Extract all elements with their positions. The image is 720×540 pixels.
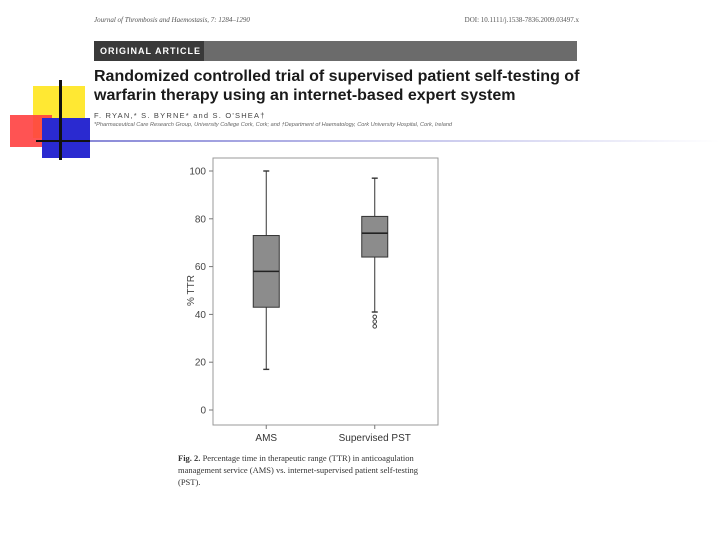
y-tick-label: 20 [194,357,206,369]
journal-citation: Journal of Thrombosis and Haemostasis, 7: 1284–1290 [94,16,250,24]
authors: F. RYAN,* S. BYRNE* and S. O'SHEA† [94,111,266,120]
caption-label: Fig. 2. [178,453,201,463]
affiliation: *Pharmaceutical Care Research Group, University College Cork, Cork; and †Department of Haematology, Cork University Hospital, Cork, Ireland [94,122,453,128]
box-plot [180,150,450,450]
caption-text: Percentage time in therapeutic range (TTR) in anticoagulation management service (AMS) vs. internet-supervised patient self-testing (PST). [178,453,419,487]
deco-horizontal-line [36,140,96,142]
y-tick-label: 60 [194,262,206,274]
chart-axes [186,158,438,444]
x-tick-label: AMS [255,433,278,444]
figure-caption [178,452,438,488]
y-tick-label: 100 [189,166,206,178]
y-tick-label: 80 [194,214,206,226]
y-tick-label: 40 [194,309,206,321]
deco-vertical-line [59,80,62,160]
chart-boxes [253,171,388,369]
section-bar [94,41,577,61]
plot-frame [213,158,438,425]
outlier-point [373,315,377,319]
outlier-point [373,320,377,324]
deco-blue-square [42,118,90,158]
y-axis-label: % TTR [186,275,197,306]
y-tick-label: 0 [200,405,206,417]
section-label: ORIGINAL ARTICLE [94,41,204,61]
journal-header [94,16,579,24]
doi-label: DOI: 10.1111/j.1538-7836.2009.03497.x [464,16,579,24]
deco-fade-bar [90,140,720,142]
x-tick-label: Supervised PST [338,433,411,444]
outlier-point [373,325,377,329]
paper-title: Randomized controlled trial of supervised patient self-testing of warfarin therapy using an internet-based expert system [94,68,580,104]
iqr-box [362,216,388,257]
